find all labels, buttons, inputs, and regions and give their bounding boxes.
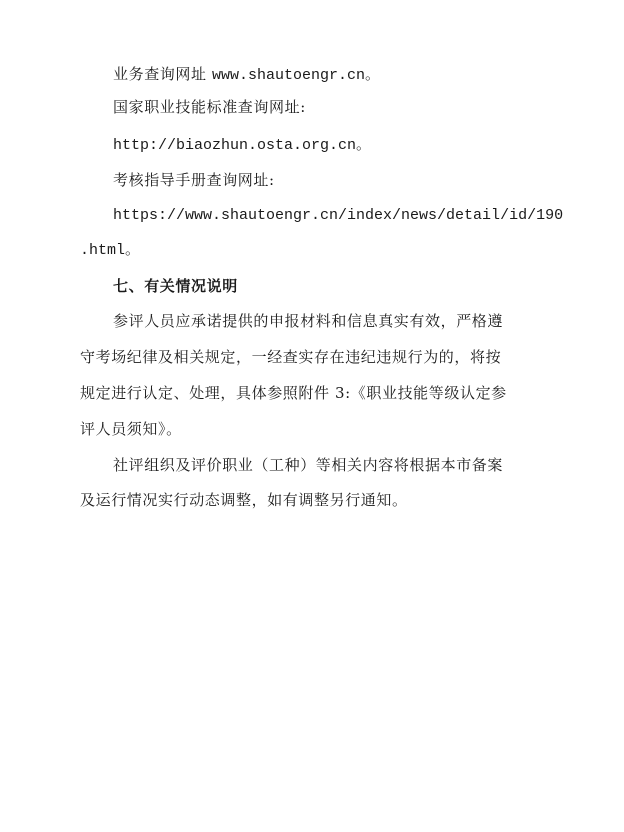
- handbook-query-label: 考核指导手册查询网址:: [113, 171, 275, 189]
- business-query-suffix: 。: [365, 65, 381, 83]
- business-query-label: 业务查询网址: [113, 65, 212, 83]
- national-standard-url-suffix: 。: [356, 135, 372, 153]
- paragraph1-line2: 守考场纪律及相关规定，一经查实存在违纪违规行为的，将按: [80, 348, 502, 366]
- section-heading: 七、有关情况说明: [113, 277, 238, 295]
- paragraph1-line4: 评人员须知》。: [80, 420, 182, 438]
- handbook-url-part2[interactable]: .html: [80, 242, 126, 259]
- national-standard-url-line: [113, 134, 372, 156]
- handbook-url-part1[interactable]: https://www.shautoengr.cn/index/news/detail/id/190: [113, 207, 564, 224]
- paragraph1-line1: 参评人员应承诺提供的申报材料和信息真实有效，严格遵: [113, 312, 504, 330]
- business-query-url[interactable]: www.shautoengr.cn: [211, 67, 365, 84]
- handbook-url-suffix: 。: [125, 240, 141, 258]
- national-standard-url[interactable]: http://biaozhun.osta.org.cn: [113, 137, 357, 154]
- paragraph2-line1: 社评组织及评价职业（工种）等相关内容将根据本市备案: [113, 456, 504, 474]
- handbook-url-line2: [80, 239, 141, 261]
- business-query-line: [113, 64, 381, 86]
- paragraph2-line2: 及运行情况实行动态调整，如有调整另行通知。: [80, 491, 408, 509]
- paragraph1-line3: 规定进行认定、处理，具体参照附件 3:《职业技能等级认定参: [80, 384, 507, 402]
- national-standard-label: 国家职业技能标准查询网址:: [113, 98, 306, 116]
